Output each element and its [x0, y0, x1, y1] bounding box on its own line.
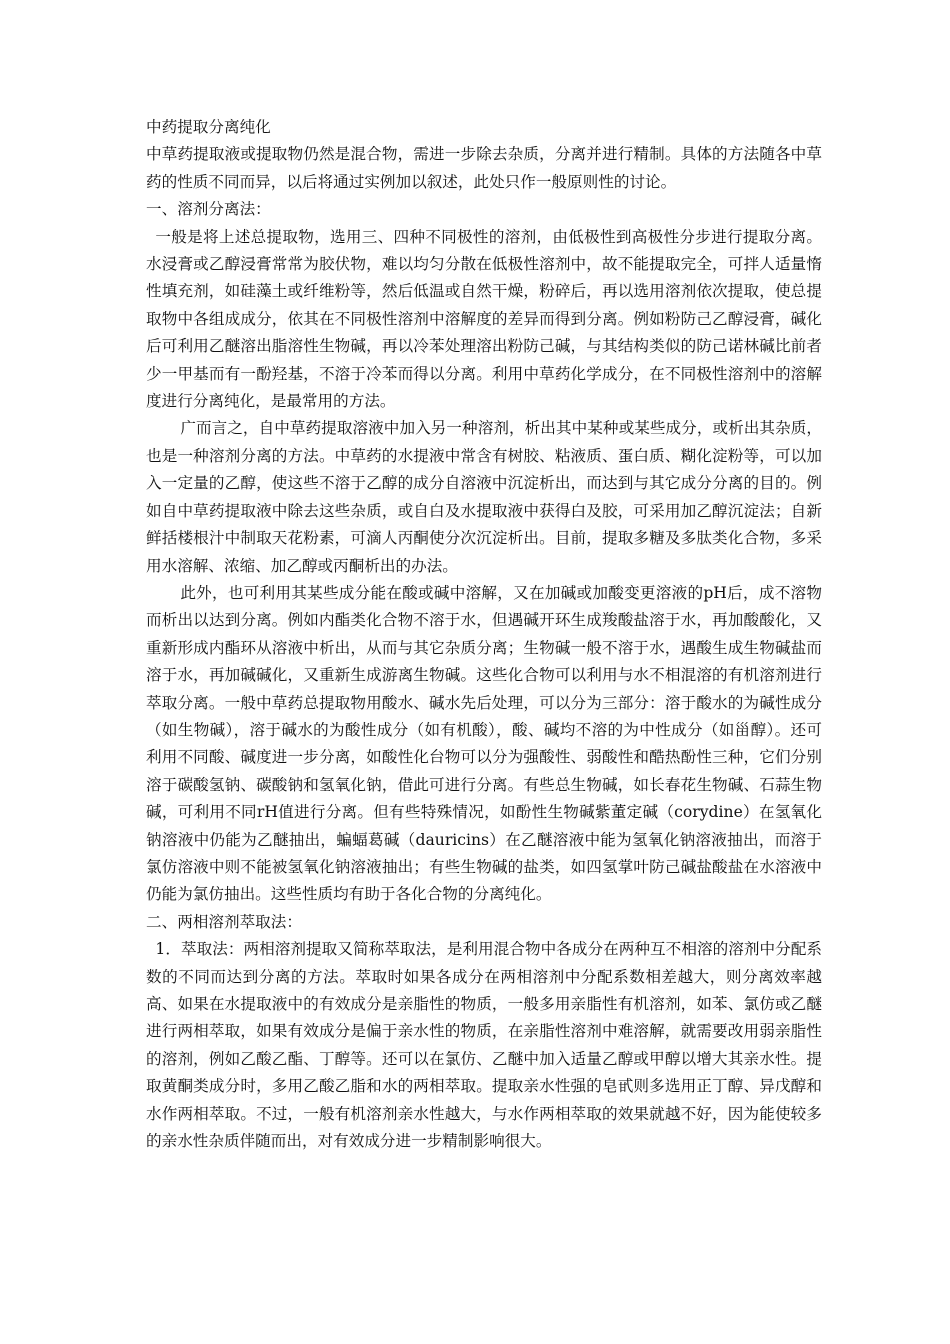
paragraph-solvent-separation-1: 一般是将上述总提取物，选用三、四种不同极性的溶剂，由低极性到高极性分步进行提取分离。水浸膏或乙醇浸膏常常为胶伏物，难以均匀分散在低极性溶剂中，故不能提取完全，可拌人适量惰性填充剂，如硅藻土或纤维粉等，然后低温或自然干燥，粉碎后，再以选用溶剂依次提取，使总提取物中各组成成分，依其在不同极性溶剂中溶解度的差异而得到分离。例如粉防己乙醇浸膏，碱化后可利用乙醚溶出脂溶性生物碱，再以冷苯处理溶出粉防己碱，与其结构类似的防己诺林碱比前者少一甲基而有一酚羟基，不溶于冷苯而得以分离。利用中草药化学成分，在不同极性溶剂中的溶解度进行分离纯化，是最常用的方法。 [146, 227, 822, 411]
document-title: 中药提取分离纯化 [146, 118, 271, 136]
paragraph-extraction-1: 1．萃取法：两相溶剂提取又简称萃取法，是利用混合物中各成分在两种互不相溶的溶剂中分配系数的不同而达到分离的方法。萃取时如果各成分在两相溶剂中分配系数相差越大，则分离效率越高、如果在水提取液中的有效成分是亲脂性的物质，一般多用亲脂性有机溶剂，如苯、氯仿或乙醚进行两相萃取，如果有效成分是偏于亲水性的物质，在亲脂性溶剂中难溶解，就需要改用弱亲脂性的溶剂，例如乙酸乙酯、丁醇等。还可以在氯仿、乙醚中加入适量乙醇或甲醇以增大其亲水性。提取黄酮类成分时，多用乙酸乙脂和水的两相萃取。提取亲水性强的皂甙则多选用正丁醇、异戊醇和水作两相萃取。不过，一般有机溶剂亲水性越大，与水作两相萃取的效果就越不好，因为能使较多的亲水性杂质伴随而出，对有效成分进一步精制影响很大。 [146, 940, 822, 1151]
paragraph-solvent-separation-2: 广而言之，自中草药提取溶液中加入另一种溶剂，析出其中某种或某些成分，或析出其杂质，也是一种溶剂分离的方法。中草药的水提液中常含有树胶、粘液质、蛋白质、糊化淀粉等，可以加入一定量的乙醇，使这些不溶于乙醇的成分自溶液中沉淀析出，而达到与其它成分分离的目的。例如自中草药提取液中除去这些杂质，或自白及水提取液中获得白及胶，可采用加乙醇沉淀法；自新鲜括楼根汁中制取天花粉素，可滴人丙酮使分次沉淀析出。目前，提取多糖及多肽类化合物，多采用水溶解、浓缩、加乙醇或丙酮析出的办法。 [146, 419, 822, 575]
intro-paragraph: 中草药提取液或提取物仍然是混合物，需进一步除去杂质，分离并进行精制。具体的方法随各中草药的性质不同而异，以后将通过实例加以叙述，此处只作一般原则性的讨论。 [146, 145, 822, 191]
document-page [146, 114, 822, 1155]
section-heading-solvent-separation: 一、溶剂分离法： [146, 200, 271, 219]
paragraph-solvent-separation-3: 此外，也可利用其某些成分能在酸或碱中溶解，又在加碱或加酸变更溶液的pH后，成不溶物而析出以达到分离。例如内酯类化合物不溶于水，但遇碱开环生成羧酸盐溶于水，再加酸酸化，又重新形成内酯环从溶液中析出，从而与其它杂质分离；生物碱一般不溶于水，遇酸生成生物碱盐而溶于水，再加碱碱化，又重新生成游离生物碱。这些化合物可以利用与水不相混溶的有机溶剂进行萃取分离。一般中草药总提取物用酸水、碱水先后处理，可以分为三部分：溶于酸水的为碱性成分（如生物碱），溶于碱水的为酸性成分（如有机酸），酸、碱均不溶的为中性成分（如甾醇）。还可利用不同酸、碱度进一步分离，如酸性化台物可以分为强酸性、弱酸性和酷热酚性三种，它们分别溶于碳酸氢钠、碳酸钠和氢氧化钠，借此可进行分离。有些总生物碱，如长春花生物碱、石蒜生物碱，可利用不同rH值进行分离。但有些特殊情况，如酚性生物碱紫董定碱（corydine）在氢氧化钠溶液中仍能为乙醚抽出，蝙蝠葛碱（dauricins）在乙醚溶液中能为氢氧化钠溶液抽出，而溶于氯仿溶液中则不能被氢氧化钠溶液抽出；有些生物碱的盐类，如四氢掌叶防己碱盐酸盐在水溶液中仍能为氯仿抽出。这些性质均有助于各化合物的分离纯化。 [146, 583, 822, 904]
section-heading-two-phase-extraction: 二、两相溶剂萃取法： [146, 912, 302, 931]
